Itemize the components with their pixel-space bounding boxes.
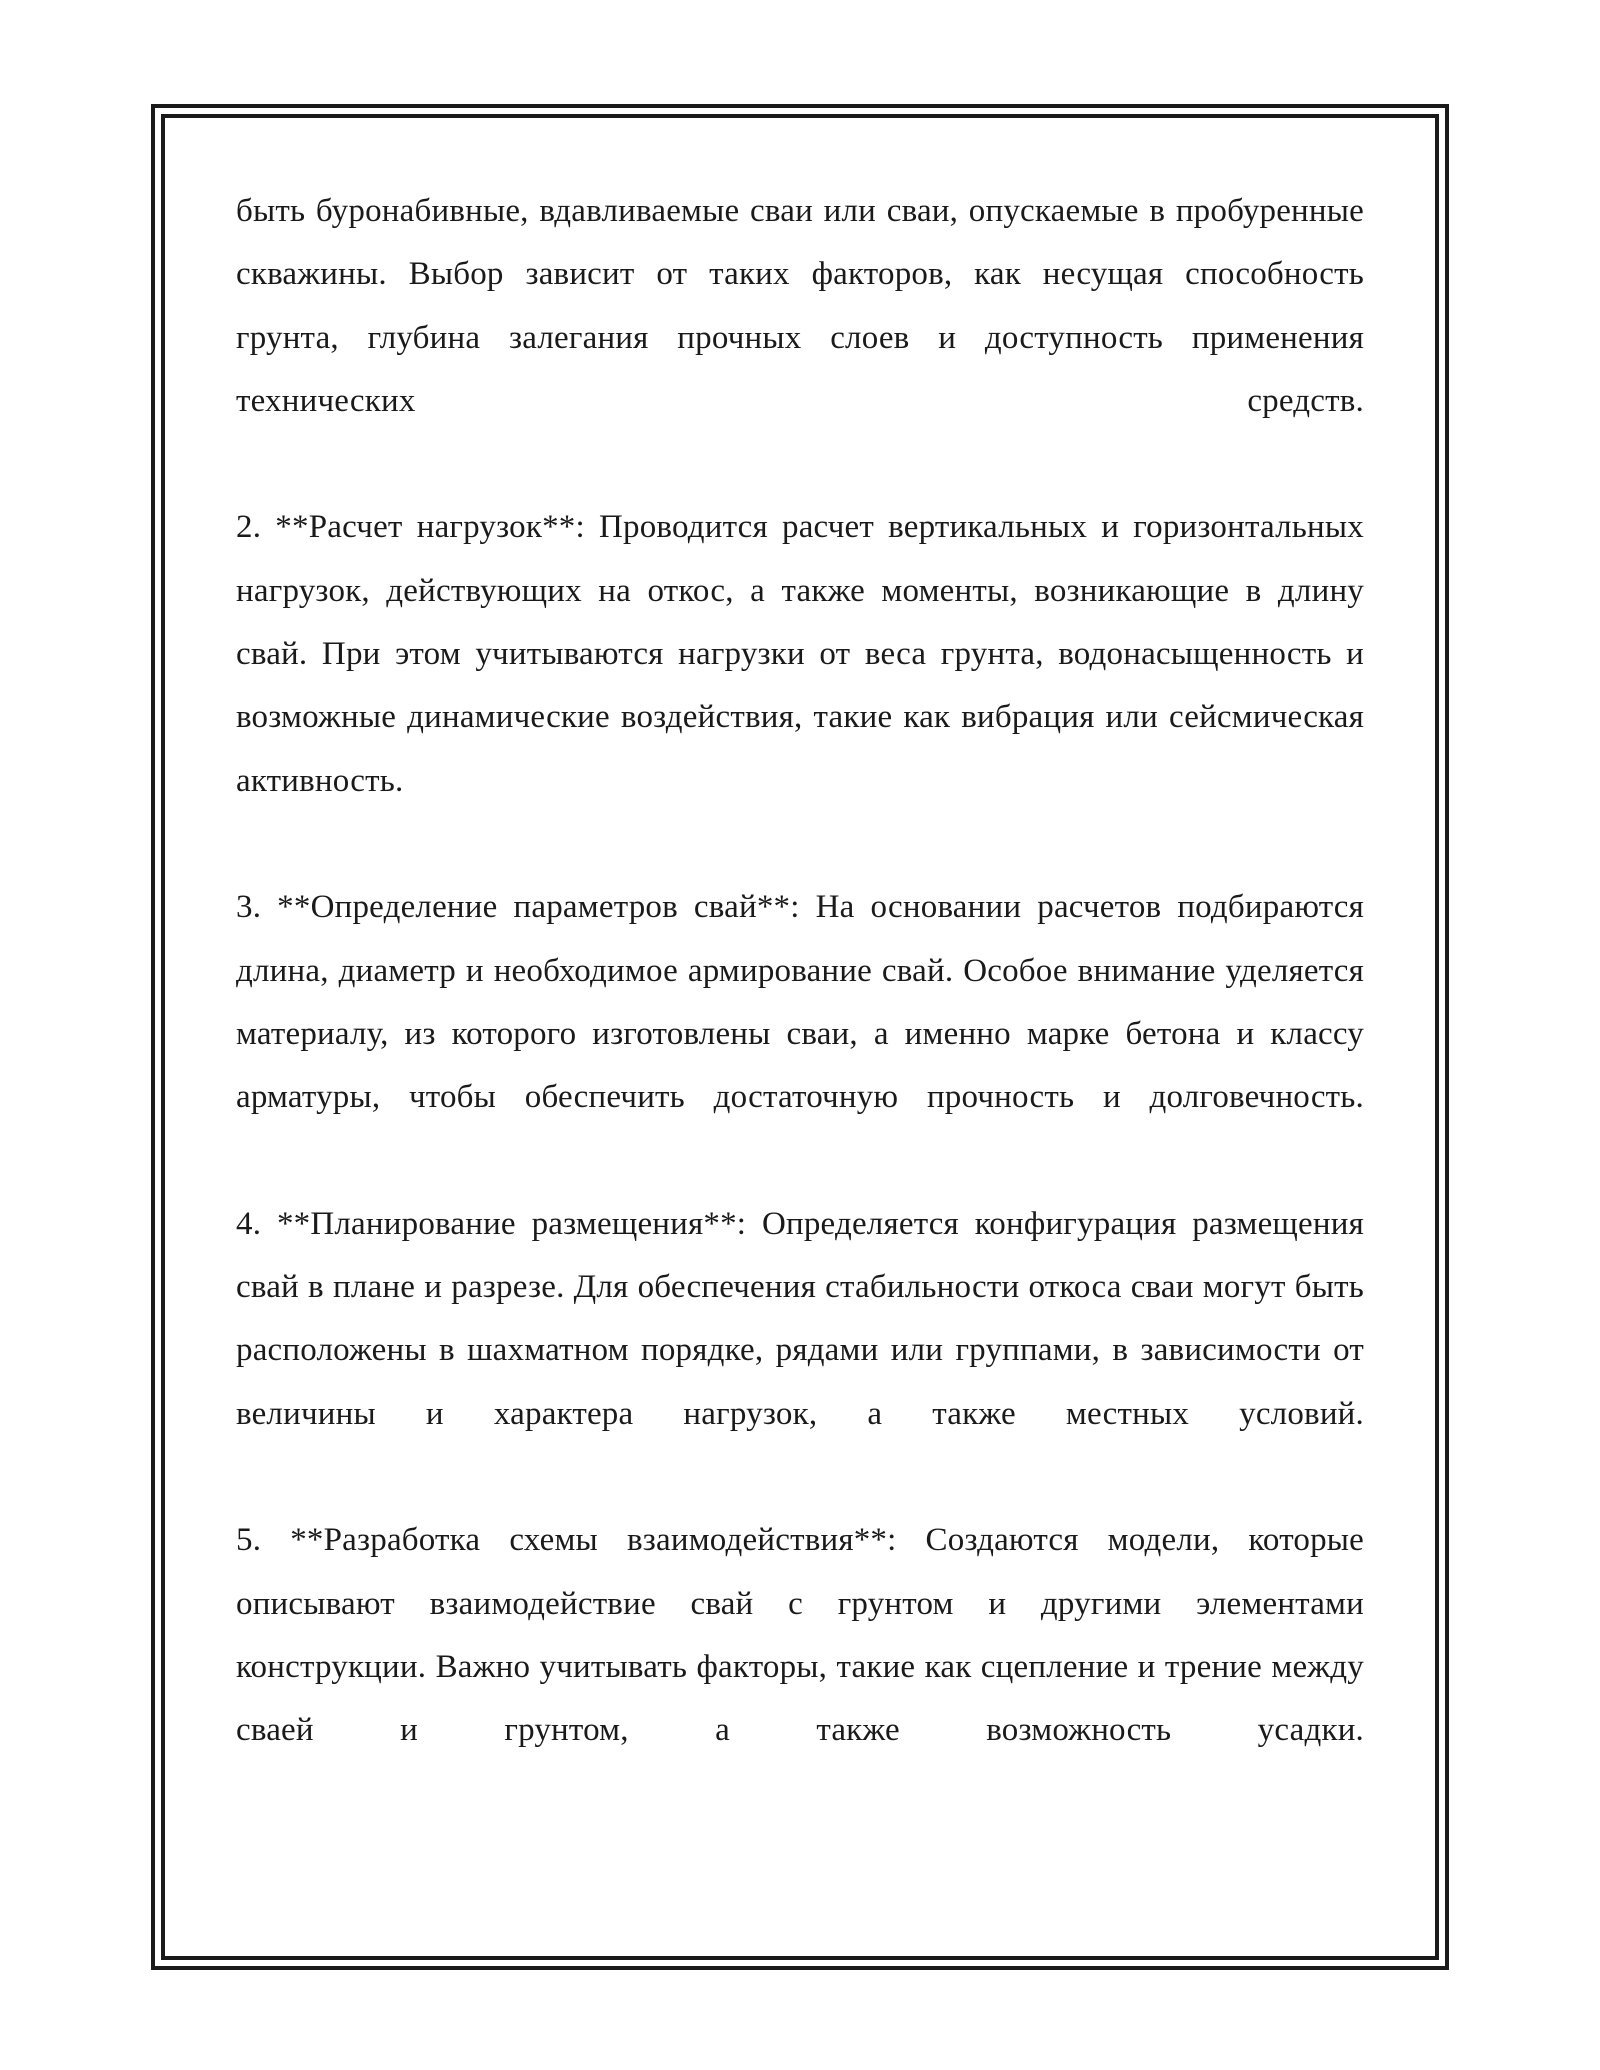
paragraph-load-calculation: 2. **Расчет нагрузок**: Проводится расчет вертикальных и горизонтальных нагрузок, действующих на откос, а также моменты, возникающие в длину свай. При этом учитываются нагрузки от веса грунта, водонасыщенность и возможные динамические воздействия, такие как вибрация или сейсмическая активность. (236, 509, 1364, 799)
document-body (236, 180, 1364, 1762)
paragraph-placement-planning: 4. **Планирование размещения**: Определяется конфигурация размещения свай в плане и разрезе. Для обеспечения стабильности откоса сваи могут быть расположены в шахматном порядке, рядами или группами, в зависимости от величины и характера нагрузок, а также местных условий. (236, 1205, 1364, 1432)
paragraph-continuation: быть буронабивные, вдавливаемые сваи или сваи, опускаемые в пробуренные скважины. Выбор зависит от таких факторов, как несущая способность грунта, глубина залегания прочных слоев и доступность применения технических средств. (236, 193, 1364, 419)
paragraph-interaction-scheme: 5. **Разработка схемы взаимодействия**: Создаются модели, которые описывают взаимодействие свай с грунтом и другими элементами конструкции. Важно учитывать факторы, такие как сцепление и трение между сваей и грунтом, а также возможность усадки. (236, 1522, 1364, 1749)
paragraph-pile-parameters: 3. **Определение параметров свай**: На основании расчетов подбираются длина, диаметр и необходимое армирование свай. Особое внимание уделяется материалу, из которого изготовлены сваи, а именно марке бетона и классу арматуры, чтобы обеспечить достаточную прочность и долговечность. (236, 889, 1364, 1116)
